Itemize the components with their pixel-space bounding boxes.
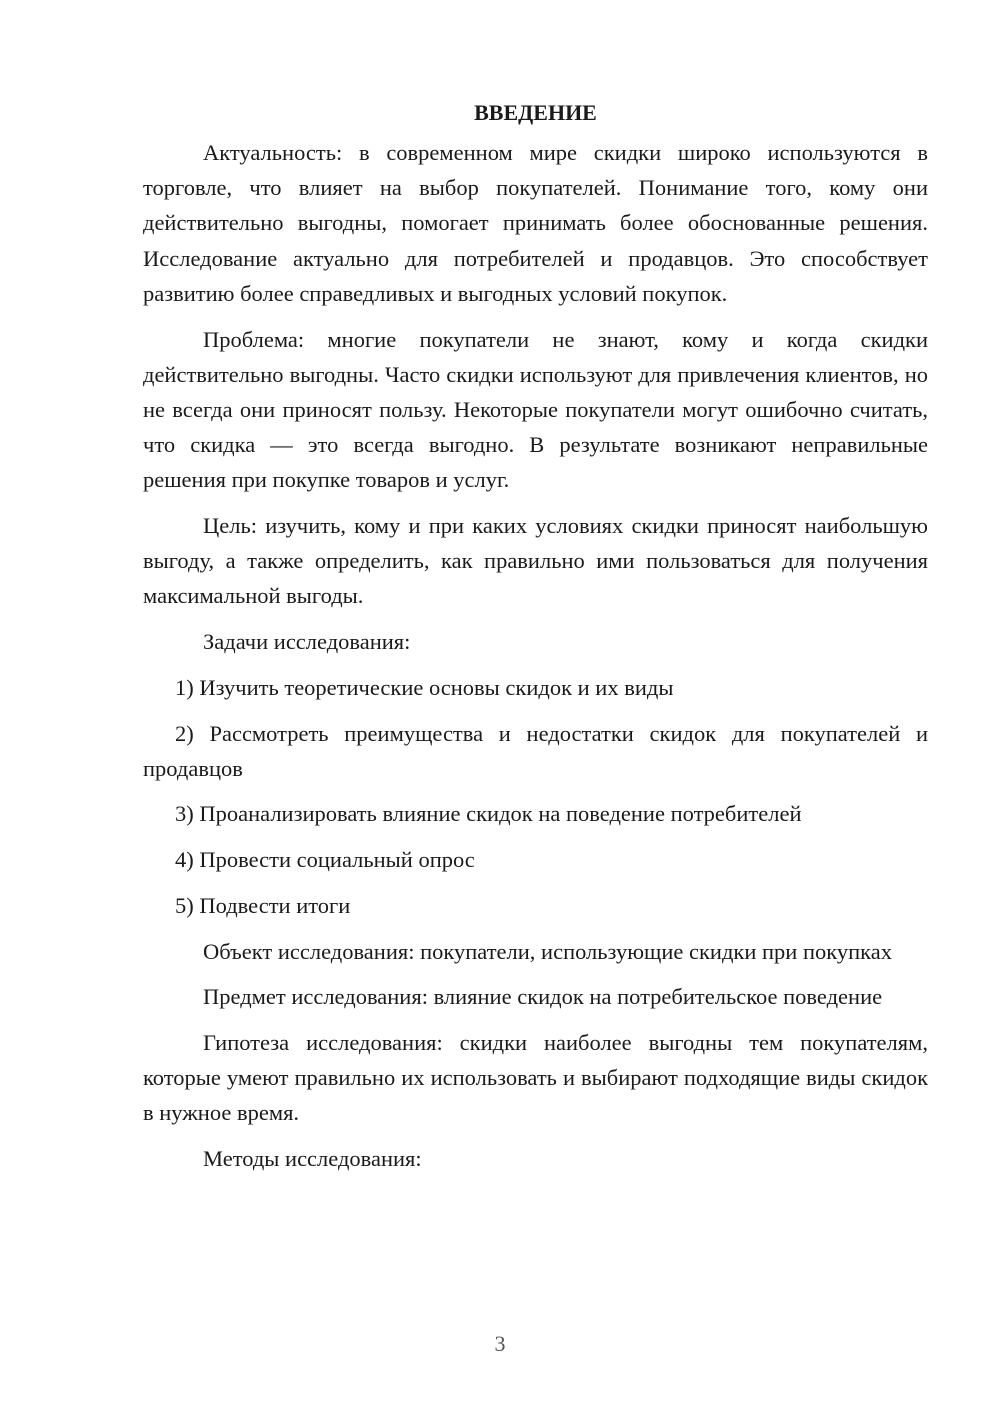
list-item: 1) Изучить теоретические основы скидок и их виды: [175, 674, 674, 700]
document-page: [143, 95, 928, 1187]
page-title: ВВЕДЕНИЕ: [474, 100, 597, 125]
paragraph-problem: Проблема: многие покупатели не знают, кому и когда скидки действительно выгодны. Часто скидки используют для привлечения клиентов, но не всегда они приносят пользу. Некоторые покупатели могут ошибочно считать, что скидка — это всегда выгодно. В результате возникают неправильные решения при покупке товаров и услуг.: [143, 326, 928, 493]
paragraph-relevance: Актуальность: в современном мире скидки широко используются в торговле, что влияет на выбор покупателей. Понимание того, кому они действительно выгодны, помогает принимать более обоснованные решения. Исследование актуально для потребителей и продавцов. Это способствует развитию более справедливых и выгодных условий покупок.: [143, 140, 928, 306]
paragraph-object: Объект исследования: покупатели, использующие скидки при покупках: [203, 938, 892, 964]
paragraph-goal: Цель: изучить, кому и при каких условиях скидки приносят наибольшую выгоду, а также определить, как правильно ими пользоваться для получения максимальной выгоды.: [143, 513, 928, 609]
page-number: 3: [494, 1331, 506, 1356]
list-item: 3) Проанализировать влияние скидок на поведение потребителей: [175, 801, 802, 827]
paragraph-hypothesis: Гипотеза исследования: скидки наиболее выгодны тем покупателям, которые умеют правильно их использовать и выбирают подходящие виды скидок в нужное время.: [143, 1029, 928, 1126]
tasks-list: [143, 670, 928, 923]
list-item: 5) Подвести итоги: [175, 892, 351, 918]
paragraph-methods: Методы исследования:: [203, 1146, 422, 1172]
tasks-heading: Задачи исследования:: [203, 629, 411, 655]
list-item: 4) Провести социальный опрос: [175, 847, 475, 873]
paragraph-subject: Предмет исследования: влияние скидок на потребительское поведение: [203, 984, 883, 1010]
list-item: 2) Рассмотреть преимущества и недостатки скидок для покупателей и продавцов: [143, 720, 928, 781]
